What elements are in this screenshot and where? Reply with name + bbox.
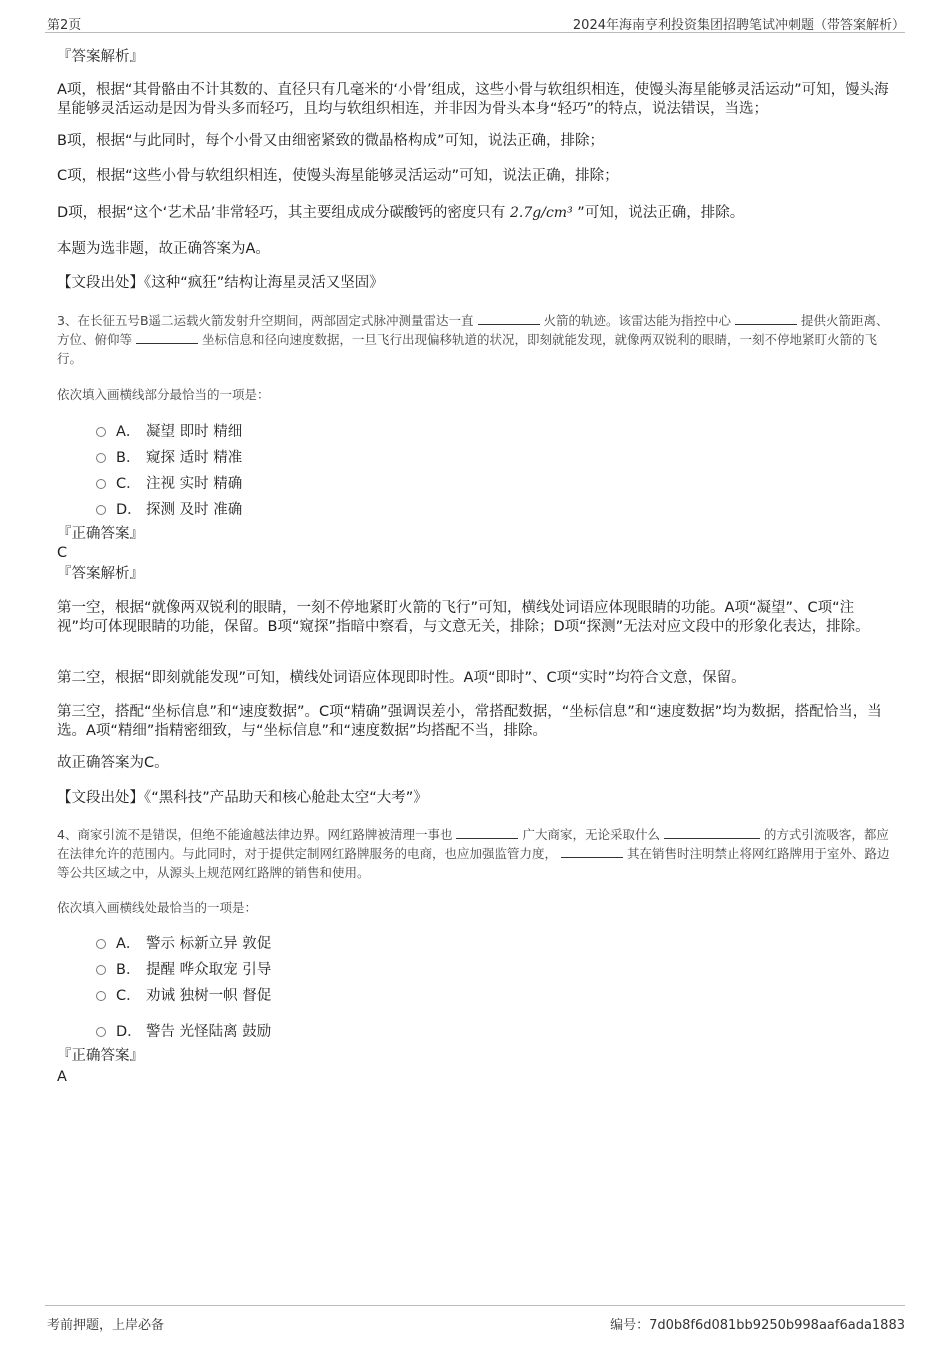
q3-blank-1 bbox=[478, 312, 540, 325]
q2-analysis-d-post: ”可知，说法正确，排除。 bbox=[577, 205, 745, 221]
q2-analysis-d-pre: D项，根据“这个‘艺术品’非常轻巧，其主要组成成分碳酸钙的密度只有 bbox=[57, 205, 506, 221]
q2-analysis-a: A项，根据“其骨骼由不计其数的、直径只有几毫米的‘小骨’组成，这些小骨与软组织相连，使馒头海星能够灵活运动”可知，馒头海星能够灵活运动是因为骨头多而轻巧，且均与软组织相连，并非因为骨头本身“轻巧”的特点，说法错误，当选； bbox=[57, 82, 889, 117]
q3-analysis-p1: 第一空，根据“就像两双锐利的眼睛，一刻不停地紧盯火箭的飞行”可知，横线处词语应体现眼睛的功能。A项“凝望”、C项“注视”均可体现眼睛的功能，保留。B项“窥探”指暗中察看，与文意无关，排除；D项“探测”无法对应文段中的形象化表达，排除。 bbox=[57, 600, 870, 635]
q4-stem-part2: 广大商家，无论采取什么 bbox=[522, 827, 660, 842]
q3-answer: C bbox=[57, 545, 68, 561]
q3-stem-part1: 3、在长征五号B遥二运载火箭发射升空期间，两部固定式脉冲测量雷达一直 bbox=[57, 313, 474, 328]
page-header bbox=[45, 12, 905, 33]
q2-analysis-d bbox=[57, 204, 890, 223]
q3-option-c[interactable] bbox=[96, 472, 242, 493]
density-formula: 2.7g/cm³ bbox=[510, 205, 573, 221]
q4-stem-part4: 其在销售时注明禁止将网红路牌用于室外、路边等公共区域之中，从源头上规范网红路牌的销售和使用。 bbox=[57, 846, 890, 880]
option-letter: D． bbox=[116, 1024, 142, 1040]
q3-blank-3 bbox=[136, 331, 198, 344]
option-text: 探测 及时 准确 bbox=[146, 502, 243, 518]
q3-stem-part3: 提供火箭距离、方位、俯仰等 bbox=[57, 313, 889, 347]
radio-icon[interactable] bbox=[96, 939, 106, 949]
radio-icon[interactable] bbox=[96, 453, 106, 463]
q2-analysis-c: C项，根据“这些小骨与软组织相连，使馒头海星能够灵活运动”可知，说法正确，排除； bbox=[57, 168, 619, 184]
q2-source: 【文段出处】《这种“疯狂”结构让海星灵活又坚固》 bbox=[57, 275, 384, 291]
q3-blank-2 bbox=[735, 312, 797, 325]
q3-answer-tag: 『正确答案』 bbox=[57, 526, 144, 542]
q4-option-a[interactable] bbox=[96, 932, 271, 953]
q4-stem-part1: 4、商家引流不是错误，但绝不能逾越法律边界。网红路牌被清理一事也 bbox=[57, 827, 453, 842]
option-text: 警告 光怪陆离 鼓励 bbox=[146, 1024, 272, 1040]
option-text: 窥探 适时 精准 bbox=[146, 450, 243, 466]
radio-icon[interactable] bbox=[96, 505, 106, 515]
radio-icon[interactable] bbox=[96, 427, 106, 437]
q4-blank-1 bbox=[456, 826, 518, 839]
radio-icon[interactable] bbox=[96, 479, 106, 489]
q3-option-a[interactable] bbox=[96, 420, 242, 441]
q4-stem bbox=[57, 825, 890, 882]
option-letter: C． bbox=[116, 476, 141, 492]
option-letter: D． bbox=[116, 502, 142, 518]
q4-prompt: 依次填入画横线处最恰当的一项是： bbox=[57, 900, 258, 915]
option-letter: B． bbox=[116, 450, 141, 466]
page-footer bbox=[45, 1305, 905, 1333]
q4-answer: A bbox=[57, 1069, 67, 1085]
option-letter: A． bbox=[116, 424, 141, 440]
q3-analysis-p3: 第三空，搭配“坐标信息”和“速度数据”。C项“精确”强调误差小，常搭配数据，“坐标信息”和“速度数据”均为数据，搭配恰当，当选。A项“精细”指精密细致，与“坐标信息”和“速度数据”均搭配不当，排除。 bbox=[57, 704, 882, 739]
radio-icon[interactable] bbox=[96, 965, 106, 975]
q4-stem-part3: 的方式引流吸客，都应在法律允许的范围内。与此同时，对于提供定制网红路牌服务的电商，也应加强监管力度， bbox=[57, 827, 889, 861]
q3-source: 【文段出处】《“黑科技”产品助天和核心舱赴太空“大考”》 bbox=[57, 790, 428, 806]
q3-analysis-p2: 第二空，根据“即刻就能发现”可知，横线处词语应体现即时性。A项“即时”、C项“实时”均符合文意，保留。 bbox=[57, 670, 746, 686]
option-letter: B． bbox=[116, 962, 141, 978]
option-text: 劝诫 独树一帜 督促 bbox=[146, 988, 272, 1004]
q3-option-b[interactable] bbox=[96, 446, 242, 467]
q2-conclusion: 本题为选非题，故正确答案为A。 bbox=[57, 241, 270, 257]
option-text: 警示 标新立异 敦促 bbox=[146, 936, 272, 952]
q3-stem-part2: 火箭的轨迹。该雷达能为指控中心 bbox=[543, 313, 732, 328]
radio-icon[interactable] bbox=[96, 1027, 106, 1037]
q3-prompt: 依次填入画横线部分最恰当的一项是： bbox=[57, 387, 270, 402]
option-text: 凝望 即时 精细 bbox=[146, 424, 243, 440]
q3-option-d[interactable] bbox=[96, 498, 242, 519]
q3-stem bbox=[57, 311, 890, 368]
q4-blank-2 bbox=[664, 826, 760, 839]
option-letter: C． bbox=[116, 988, 141, 1004]
q4-option-b[interactable] bbox=[96, 958, 271, 979]
document-id: 编号：7d0b8f6d081bb9250b998aaf6ada1883 bbox=[610, 1318, 905, 1333]
q4-answer-tag: 『正确答案』 bbox=[57, 1048, 144, 1064]
q3-conclusion: 故正确答案为C。 bbox=[57, 755, 169, 771]
page-number: 第2页 bbox=[47, 18, 82, 33]
q2-analysis-tag: 『答案解析』 bbox=[57, 49, 144, 65]
q3-stem-part4: 坐标信息和径向速度数据，一旦飞行出现偏移轨道的状况，即刻就能发现，就像两双锐利的眼睛，一刻不停地紧盯火箭的飞行。 bbox=[57, 332, 877, 366]
radio-icon[interactable] bbox=[96, 991, 106, 1001]
option-letter: A． bbox=[116, 936, 141, 952]
option-text: 提醒 哗众取宠 引导 bbox=[146, 962, 272, 978]
q4-option-d[interactable] bbox=[96, 1020, 271, 1041]
q3-analysis-tag: 『答案解析』 bbox=[57, 566, 144, 582]
q4-blank-3 bbox=[561, 845, 623, 858]
option-text: 注视 实时 精确 bbox=[146, 476, 243, 492]
q4-option-c[interactable] bbox=[96, 984, 271, 1005]
footer-slogan: 考前押题，上岸必备 bbox=[47, 1318, 165, 1333]
document-title: 2024年海南亨利投资集团招聘笔试冲刺题（带答案解析） bbox=[572, 18, 905, 33]
q2-analysis-b: B项，根据“与此同时，每个小骨又由细密紧致的微晶格构成”可知，说法正确，排除； bbox=[57, 133, 604, 149]
